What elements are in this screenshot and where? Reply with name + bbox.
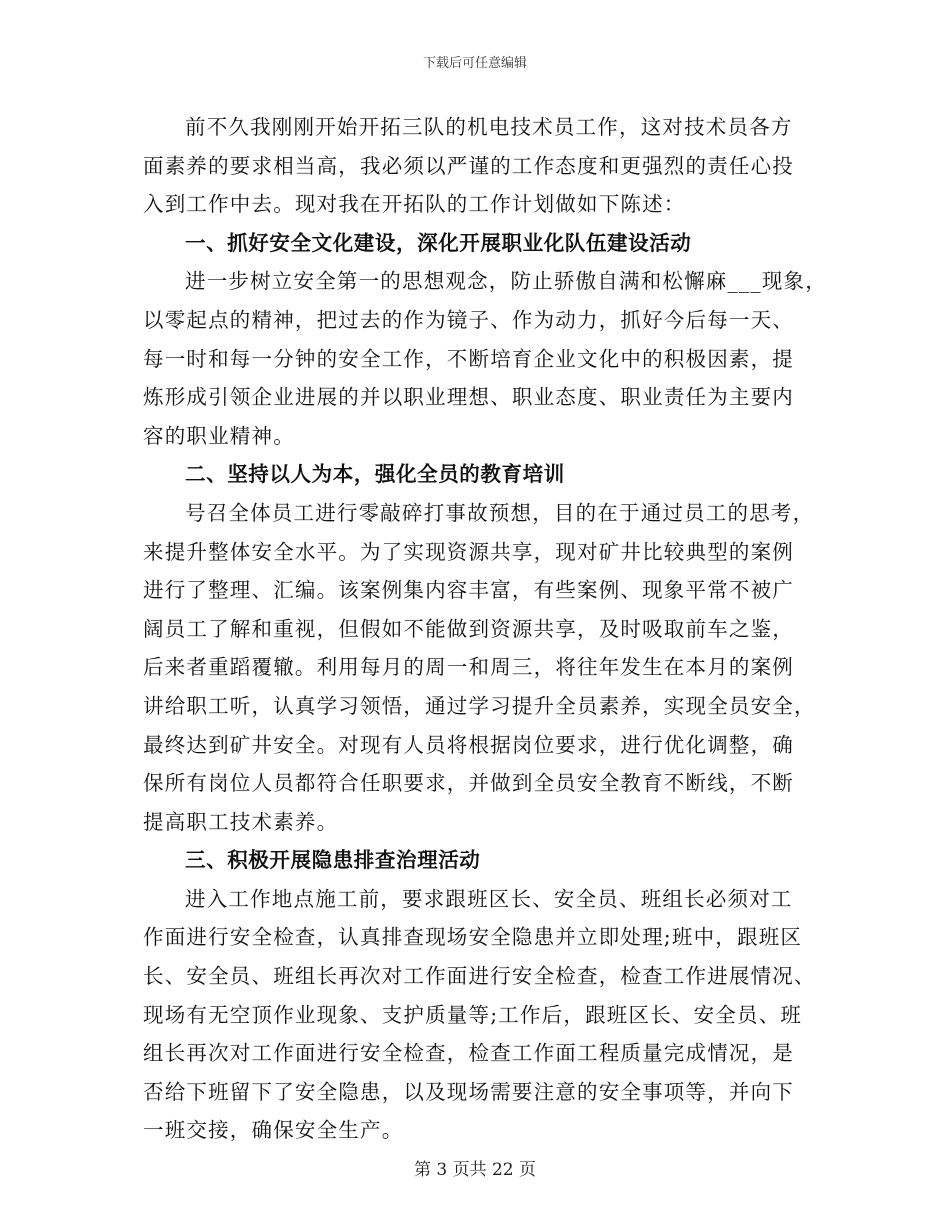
paragraph-line: 提高职工技术素养。 [143,809,339,834]
paragraph-line: 前不久我刚刚开始开拓三队的机电技术员工作，这对技术员各方 [185,115,793,139]
paragraph-line: 号召全体员工进行零敲碎打事故预想，目的在于通过员工的思考， [185,500,815,525]
paragraph-line: 炼形成引领企业进展的并以职业理想、职业态度、职业责任为主要内 [143,385,794,410]
paragraph-line: 进一步树立安全第一的思想观念，防止骄傲自满和松懈麻___现象， [185,269,827,294]
paragraph-line: 现场有无空顶作业现象、支护质量等;工作后，跟班区长、安全员、班 [143,1002,803,1027]
paragraph-line: 组长再次对工作面进行安全检查，检查工作面工程质量完成情况，是 [143,1041,794,1066]
paragraph-line: 一班交接，确保安全生产。 [143,1118,404,1143]
paragraph-line: 进入工作地点施工前，要求跟班区长、安全员、班组长必须对工 [185,886,793,911]
paragraph-line: 后来者重蹈覆辙。利用每月的周一和周三，将往年发生在本月的案例 [143,655,794,680]
paragraph-line: 面素养的要求相当高，我必须以严谨的工作态度和更强烈的责任心投 [143,153,794,178]
paragraph-line: 阔员工了解和重视，但假如不能做到资源共享，及时吸取前车之鉴， [143,616,794,641]
paragraph-line: 否给下班留下了安全隐患，以及现场需要注意的安全事项等，并向下 [143,1079,794,1104]
paragraph-line: 来提升整体安全水平。为了实现资源共享，现对矿井比较典型的案例 [143,539,794,564]
page-header: 下载后可任意编辑 [422,56,527,71]
paragraph-line: 作面进行安全检查，认真排查现场安全隐患并立即处理;班中，跟班区 [143,925,803,950]
paragraph-line: 入到工作中去。现对我在开拓队的工作计划做如下陈述： [143,192,686,217]
paragraph-line: 每一时和每一分钟的安全工作，不断培育企业文化中的积极因素，提 [143,346,794,371]
document-body [143,108,827,1150]
section-heading-2: 二、坚持以人为本，强化全员的教育培训 [185,462,565,487]
page-number-footer: 第 3 页共 22 页 [413,1160,537,1180]
paragraph-line: 最终达到矿井安全。对现有人员将根据岗位要求，进行优化调整，确 [143,732,794,757]
section-heading-3: 三、积极开展隐患排查治理活动 [185,848,481,873]
paragraph-line: 进行了整理、汇编。该案例集内容丰富，有些案例、现象平常不被广 [143,578,794,603]
paragraph-line: 以零起点的精神，把过去的作为镜子、作为动力，抓好今后每一天、 [143,307,794,332]
paragraph-line: 容的职业精神。 [143,423,295,448]
paragraph-line: 长、安全员、班组长再次对工作面进行安全检查，检查工作进展情况、 [143,964,816,989]
section-heading-1: 一、抓好安全文化建设，深化开展职业化队伍建设活动 [185,230,692,255]
paragraph-line: 讲给职工听，认真学习领悟，通过学习提升全员素养，实现全员安全， [143,693,816,718]
paragraph-line: 保所有岗位人员都符合任职要求，并做到全员安全教育不断线，不断 [143,771,794,796]
